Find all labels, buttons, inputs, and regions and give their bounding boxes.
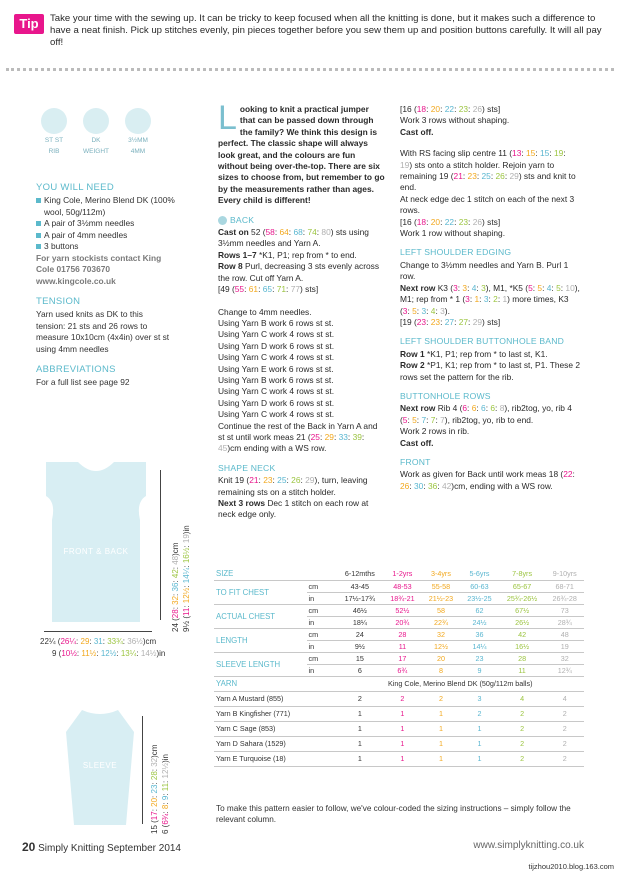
k-badge-icon bbox=[218, 216, 227, 225]
front-back-diagram bbox=[36, 462, 156, 622]
stripe-row: Using Yarn E work 6 rows st st. bbox=[218, 363, 334, 374]
tip-text: Take your time with the sewing up. It can be tricky to keep focused when all the knitting is done, but it makes such a difference to have a neat finish. Pick up stitches evenly, pin pieces together before you sew them up and position buttons carefully. It will all pay off! bbox=[50, 13, 602, 48]
shape-neck-heading: SHAPE NECK bbox=[218, 462, 276, 473]
stripe-row: Using Yarn B work 6 rows st st. bbox=[218, 374, 334, 385]
stockists-website: www.kingcole.co.uk bbox=[36, 275, 116, 286]
table-row: Yarn D Sahara (1529) 1 1 1 1 2 2 bbox=[214, 736, 584, 751]
col3-work1: Work 1 row without shaping. bbox=[400, 228, 506, 239]
you-will-need-heading: YOU WILL NEED bbox=[36, 182, 114, 193]
left-shoulder-buttonhole-heading: LEFT SHOULDER BUTTONHOLE BAND bbox=[400, 336, 565, 347]
table-row: in 6 6¾ 8 9 11 12¾ bbox=[214, 664, 584, 676]
col3-count2: [16 (18: 20: 22: 23: 26) sts] bbox=[400, 216, 501, 227]
stripe-row: Using Yarn B work 6 rows st st. bbox=[218, 317, 334, 328]
sleeve-cm-label: 15 (17: 20: 23: 28: 32)cm bbox=[150, 744, 159, 834]
front-heading: FRONT bbox=[400, 456, 431, 467]
row-8-text: Row 8 Purl, decreasing 3 sts evenly across the row. Cut off Yarn A. bbox=[218, 261, 380, 283]
sleeve-arrow bbox=[142, 716, 143, 824]
yarn-icons bbox=[36, 108, 156, 158]
shape-neck-next: Next 3 rows Dec 1 stitch on each row at neck edge only. bbox=[218, 498, 369, 520]
change-needles-text: Change to 4mm needles. bbox=[218, 306, 312, 317]
dk-weight-icon: DK WEIGHT bbox=[78, 108, 114, 156]
abbreviations-text: For a full list see page 92 bbox=[36, 377, 130, 387]
front-back-label: FRONT & BACK bbox=[63, 547, 129, 556]
st-st-rib-icon: ST ST RIB bbox=[36, 108, 72, 156]
table-row: in 18¼ 20¾ 22¾ 24½ 26½ 28¾ bbox=[214, 616, 584, 628]
table-row: Yarn E Turquoise (18) 1 1 1 1 2 2 bbox=[214, 751, 584, 766]
you-will-need-list bbox=[36, 195, 176, 287]
list-item: 3 buttons bbox=[36, 241, 176, 253]
publication-name: Simply Knitting September 2014 bbox=[38, 843, 181, 854]
row-8-count: [49 (55: 61: 65: 71: 77) sts] bbox=[218, 284, 319, 295]
col3-neck-edge: At neck edge dec 1 stitch on each of the next 3 rows. bbox=[400, 193, 575, 216]
tension-heading: TENSION bbox=[36, 296, 81, 307]
stripe-row: Using Yarn C work 4 rows st st. bbox=[218, 329, 335, 340]
sleeve-label: SLEEVE bbox=[82, 761, 118, 770]
col3-rs-text: With RS facing slip centre 11 (13: 15: 15: 19: 19) sts onto a stitch holder. Rejoin yarn to remaining 19 (21: 23: 25: 26: 29) sts and knit to end. bbox=[400, 148, 576, 193]
back-heading: BACK bbox=[218, 215, 386, 226]
abbreviations-heading: ABBREVIATIONS bbox=[36, 364, 116, 375]
table-row: ACTUAL CHEST cm 46½ 52½ 58 62 67½ 73 bbox=[214, 604, 584, 616]
sleeve-in-label: 6 (6¾: 8: 9: 11: 12½)in bbox=[161, 754, 170, 834]
height-in-label: 9½ (11: 12½: 14¼: 16½: 19)in bbox=[182, 525, 191, 632]
bhr-work2: Work 2 rows in rib. bbox=[400, 426, 470, 437]
stripe-row: Using Yarn C work 4 rows st st. bbox=[218, 386, 335, 397]
watermark: tijzhou2010.blog.163.com bbox=[528, 862, 614, 871]
table-row: Yarn C Sage (853) 1 1 1 1 2 2 bbox=[214, 721, 584, 736]
stockists-text: For yarn stockists contact King Cole 01756 703670 bbox=[36, 252, 162, 274]
buttonhole-rows-heading: BUTTONHOLE ROWS bbox=[400, 390, 491, 401]
bhr-next-row: Next row Rib 4 (6: 6: 6: 6: 8), rib2tog, yo, rib 4 (5: 5: 7: 7: 7), rib2tog, yo, rib to end. bbox=[400, 403, 572, 425]
list-item: King Cole, Merino Blend DK (100% wool, 50g/112m) bbox=[36, 195, 176, 218]
table-row: LENGTH cm 24 28 32 36 42 48 bbox=[214, 628, 584, 640]
cast-on-text: Cast on 52 (58: 64: 68: 74: 80) sts using 3½mm needles and Yarn A. bbox=[218, 227, 369, 249]
page-number: 20 bbox=[22, 840, 36, 854]
lse-next-row: Next row K3 (3: 3: 4: 3), M1, *K5 (5: 5: 4: 5: 10), M1; rep from * 1 (3: 1: 3: 2: 1) more times, K3 (3: 5: 3: 4: 3). bbox=[400, 282, 580, 316]
table-row: SIZE 6-12mths 1-2yrs 3-4yrs 5-6yrs 7-8yrs 9-10yrs bbox=[214, 568, 584, 580]
lsb-row2: Row 2 *P1, K1; rep from * to last st, P1. These 2 rows set the pattern for the rib. bbox=[400, 360, 580, 382]
table-row: SLEEVE LENGTH cm 15 17 20 23 28 32 bbox=[214, 652, 584, 664]
sleeve-diagram bbox=[64, 710, 136, 825]
page-footer bbox=[22, 840, 181, 854]
intro-paragraph: Looking to knit a practical jumper that can be passed down through the family? We think this design is perfect. The classic shape will always look great, and the colours are fun without being over-the-top. There are six sizes to choose from, but remember to go by the measurements rather than ages. Every child is different! bbox=[218, 99, 385, 206]
table-row: Yarn B Kingfisher (771) 1 1 1 2 2 2 bbox=[214, 706, 584, 721]
left-shoulder-edging-heading: LEFT SHOULDER EDGING bbox=[400, 247, 512, 258]
col3-count: [16 (18: 20: 22: 23: 26) sts] bbox=[400, 104, 501, 114]
table-row: in 17½-17¾ 18¾-21 21½-23 23½-25 25¾-26½ 26¾-28 bbox=[214, 592, 584, 604]
stripe-row: Using Yarn D work 6 rows st st. bbox=[218, 340, 335, 351]
col3-work3: Work 3 rows without shaping. bbox=[400, 115, 510, 126]
lsb-row1: Row 1 *K1, P1; rep from * to last st, K1. bbox=[400, 348, 548, 359]
width-in-label: 9 (10½: 11½: 12½: 13¼: 14½)in bbox=[52, 649, 166, 658]
front-text: Work as given for Back until work meas 18 (22: 26: 30: 36: 42)cm, ending with a WS row. bbox=[400, 469, 575, 491]
table-row: Yarn A Mustard (855) 2 2 2 3 4 4 bbox=[214, 691, 584, 706]
list-item: A pair of 3½mm needles bbox=[36, 218, 176, 230]
list-item: A pair of 4mm needles bbox=[36, 230, 176, 242]
needles-icon: 3½MM 4MM bbox=[120, 108, 156, 156]
table-row: YARN King Cole, Merino Blend DK (50g/112m balls) bbox=[214, 676, 584, 691]
width-cm-label: 22¼ (26¼: 29: 31: 33¾: 36½)cm bbox=[40, 637, 157, 646]
shape-neck-knit: Knit 19 (21: 23: 25: 26: 29), turn, leaving remaining sts on a stitch holder. bbox=[218, 475, 368, 497]
size-table bbox=[214, 568, 584, 767]
footer-website[interactable]: www.simplyknitting.co.uk bbox=[473, 840, 584, 851]
table-row: TO FIT CHEST cm 43-45 48-53 55-58 60-63 65-67 68-71 bbox=[214, 580, 584, 592]
width-arrow bbox=[44, 631, 152, 632]
stripe-row: Using Yarn D work 6 rows st st. bbox=[218, 397, 335, 408]
colour-coding-note: To make this pattern easier to follow, we've colour-coded the sizing instructions – simply follow the relevant column. bbox=[216, 804, 571, 824]
pattern-column-2 bbox=[218, 99, 386, 521]
lse-count: [19 (23: 23: 27: 27: 29) sts] bbox=[400, 316, 501, 327]
height-cm-label: 24 (28: 32: 36: 42: 48)cm bbox=[171, 542, 180, 632]
rows-1-7-text: Rows 1–7 *K1, P1; rep from * to end. bbox=[218, 249, 357, 260]
table-row: in 9½ 11 12½ 14¼ 16½ 19 bbox=[214, 640, 584, 652]
col3-cast-off: Cast off. bbox=[400, 126, 434, 137]
stripe-row: Using Yarn C work 4 rows st st. bbox=[218, 352, 335, 363]
continue-text: Continue the rest of the Back in Yarn A and st st until work meas 21 (25: 29: 33: 39: 45)cm ending with a WS row. bbox=[218, 420, 378, 454]
pattern-column-3 bbox=[400, 104, 580, 492]
bhr-cast-off: Cast off. bbox=[400, 437, 434, 448]
tip-badge: Tip bbox=[14, 14, 44, 34]
tension-text: Yarn used knits as DK to this tension: 21 sts and 26 rows to measure 10x10cm (4x4in) over st st using 4mm needles bbox=[36, 309, 170, 354]
height-arrow bbox=[160, 470, 161, 620]
lse-text: Change to 3½mm needles and Yarn B. Purl 1 row. bbox=[400, 259, 569, 282]
stripe-row: Using Yarn C work 4 rows st st. bbox=[218, 409, 335, 420]
dotted-divider bbox=[6, 68, 614, 71]
